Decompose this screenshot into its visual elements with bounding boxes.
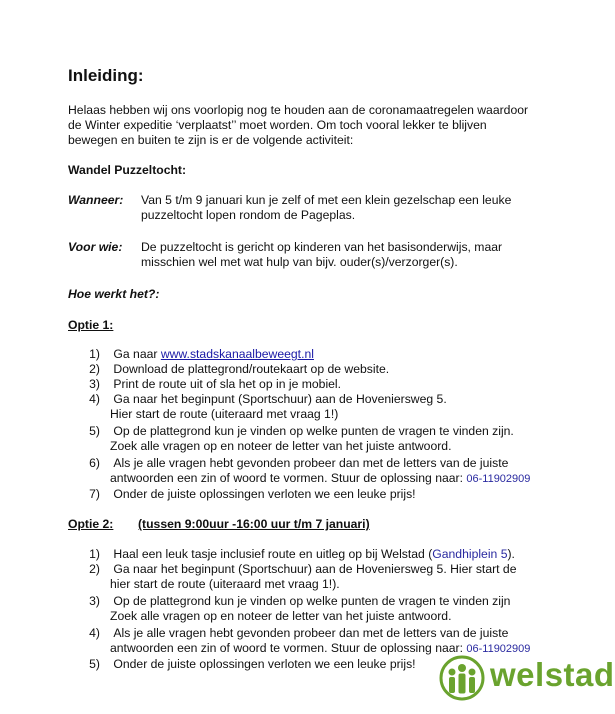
item-number: 2) [89, 562, 100, 576]
voorwie-label: Voor wie: [68, 240, 123, 254]
item-text: Op de plattegrond kun je vinden op welke punten de vragen te vinden zijn. [113, 424, 514, 438]
optie2-title: Optie 2: [68, 517, 114, 531]
list-item [82, 456, 508, 470]
item-text: Haal een leuk tasje inclusief route en uitleg op bij Welstad ( [113, 547, 433, 561]
item-text: Ga naar het beginpunt (Sportschuur) aan de Hoveniersweg 5. Hier start de [113, 562, 517, 576]
hoe-werkt-heading: Hoe werkt het?: [68, 287, 160, 301]
optie1-title: Optie 1: [68, 318, 114, 332]
intro-line-2: de Winter expeditie ‘verplaatst’’ moet worden. Om toch vooral lekker te blijven [68, 118, 487, 132]
list-item [82, 362, 389, 376]
address-text: Gandhiplein 5 [432, 547, 508, 561]
list-item [82, 487, 416, 501]
item-text: antwoorden een zin of woord te vormen. Stuur de oplossing naar: [110, 471, 467, 485]
item-text-cont: Zoek alle vragen op en noteer de letter van het juiste antwoord. [110, 439, 452, 453]
phone-number: 06-11902909 [466, 473, 531, 485]
item-number: 3) [89, 377, 100, 391]
list-item [82, 392, 447, 406]
optie2-subtitle: (tussen 9:00uur -16:00 uur t/m 7 januari) [138, 517, 370, 531]
list-item [82, 377, 341, 391]
item-text: antwoorden een zin of woord te vormen. Stuur de oplossing naar: [110, 641, 467, 655]
wanneer-label: Wanneer: [68, 193, 124, 207]
item-number: 4) [89, 392, 100, 406]
item-text: Als je alle vragen hebt gevonden probeer dan met de letters van de juiste [113, 456, 509, 470]
wanneer-line-1: Van 5 t/m 9 januari kun je zelf of met een klein gezelschap een leuke [141, 193, 512, 207]
list-item [82, 424, 514, 438]
website-link[interactable]: www.stadskanaalbeweegt.nl [160, 347, 314, 361]
item-text-end: ). [507, 547, 515, 561]
item-text: Op de plattegrond kun je vinden op welke punten de vragen te vinden zijn [113, 594, 511, 608]
item-text-cont [110, 641, 530, 655]
item-number: 2) [89, 362, 100, 376]
item-number: 1) [89, 547, 100, 561]
item-text: Als je alle vragen hebt gevonden probeer dan met de letters van de juiste [113, 626, 509, 640]
logo-wordmark: welstad [490, 656, 615, 693]
intro-line-1: Helaas hebben wij ons voorlopig nog te houden aan de coronamaatregelen waardoor [68, 103, 529, 117]
item-text: Download de plattegrond/routekaart op de website. [113, 362, 390, 376]
item-number: 6) [89, 456, 100, 470]
item-number: 5) [89, 657, 100, 671]
list-item [82, 657, 416, 671]
list-item [82, 547, 515, 561]
list-item [82, 347, 314, 361]
welstad-logo [438, 654, 615, 702]
phone-number: 06-11902909 [466, 643, 531, 655]
item-text-cont: Hier start de route (uiteraard met vraag 1!) [110, 407, 339, 421]
item-text: Ga naar het beginpunt (Sportschuur) aan de Hoveniersweg 5. [113, 392, 447, 406]
item-number: 4) [89, 626, 100, 640]
voorwie-line-2: misschien wel met wat hulp van bijv. ouder(s)/verzorger(s). [141, 255, 458, 269]
page-title: Inleiding: [68, 66, 144, 85]
activity-title: Wandel Puzzeltocht: [68, 163, 187, 177]
item-text: Onder de juiste oplossingen verloten we een leuke prijs! [113, 487, 416, 501]
item-text-cont: Zoek alle vragen op en noteer de letter van het juiste antwoord. [110, 609, 452, 623]
item-text: Onder de juiste oplossingen verloten we een leuke prijs! [113, 657, 416, 671]
wanneer-line-2: puzzeltocht lopen rondom de Pageplas. [141, 208, 356, 222]
item-number: 3) [89, 594, 100, 608]
voorwie-line-1: De puzzeltocht is gericht op kinderen van het basisonderwijs, maar [141, 240, 503, 254]
item-number: 5) [89, 424, 100, 438]
list-item [82, 626, 508, 640]
item-number: 7) [89, 487, 100, 501]
people-circle-icon [438, 654, 488, 702]
item-text-cont: hier start de route (uiteraard met vraag 1!). [110, 577, 340, 591]
list-item [82, 594, 510, 608]
item-text: Ga naar [113, 347, 161, 361]
item-text-cont [110, 471, 530, 485]
intro-line-3: bewegen en buiten te zijn is er de volgende activiteit: [68, 133, 354, 147]
item-text: Print de route uit of sla het op in je mobiel. [113, 377, 342, 391]
item-number: 1) [89, 347, 100, 361]
list-item [82, 562, 516, 576]
